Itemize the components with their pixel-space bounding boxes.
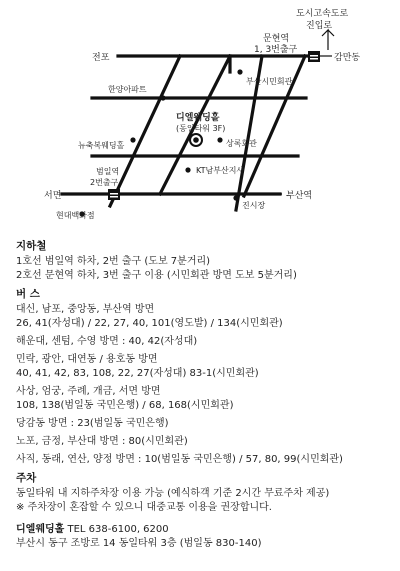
directions-info [16, 235, 388, 551]
label-munhyeon-2: 1, 3번출구 [254, 45, 298, 55]
bus-line: 40, 41, 42, 83, 108, 22, 27(자성대) 83-1(시민회관) [16, 368, 259, 379]
landmark-newchukbok-dot [130, 137, 135, 142]
venue-address: 부산시 동구 조방로 14 동일타워 3층 (범일동 830-140) [16, 538, 262, 549]
label-beomil-1: 범일역 [96, 167, 120, 176]
subway-line-2: 2호선 문현역 하차, 3번 출구 이용 (시민회관 방면 도보 5분거리) [16, 270, 297, 281]
bus-line: 당감동 방면 : 23(범일동 국민은행) [16, 418, 169, 429]
bus-section [16, 287, 388, 467]
label-gammandong: 감만동 [334, 53, 361, 63]
bus-line: 사상, 엄궁, 주례, 개금, 서면 방면 [16, 386, 161, 397]
label-newchukbok: 뉴축복웨딩홀 [78, 141, 125, 150]
location-map [0, 0, 400, 230]
bus-line: 노포, 금정, 부산대 방면 : 80(시민회관) [16, 436, 188, 447]
bus-line: 해운대, 센텀, 수영 방면 : 40, 42(자성대) [16, 336, 198, 347]
bus-line: 민락, 광안, 대연동 / 용호동 방면 [16, 354, 158, 365]
bus-line: 108, 138(범일동 국민은행) / 68, 168(시민회관) [16, 400, 234, 411]
parking-line-1: 동일타워 내 지하주차장 이용 가능 (예식하객 기준 2시간 무료주차 제공) [16, 488, 330, 499]
highway-arrow [322, 30, 334, 50]
venue-tel: TEL 638-6100, 6200 [67, 524, 169, 535]
label-munhyeon-1: 문현역 [263, 34, 290, 44]
landmark-kt-dot [185, 167, 190, 172]
venue-name: 디엘웨딩홀 [16, 524, 65, 535]
landmark-sanggrok-dot [217, 137, 222, 142]
parking-line-2: ※ 주차장이 혼잡할 수 있으니 대중교통 이용을 권장합니다. [16, 502, 272, 513]
landmark-busancivic-dot [237, 69, 242, 74]
bus-line: 사직, 동래, 연산, 양정 방면 : 10(범일동 국민은행) / 57, 80, 99(시민회관) [16, 454, 343, 465]
subway-title: 지하철 [16, 240, 47, 252]
parking-title: 주차 [16, 472, 37, 484]
label-venue: 디엘웨딩홀 [176, 113, 220, 123]
bus-line: 26, 41(자성대) / 22, 27, 40, 101(영도발) / 134(시민회관) [16, 318, 283, 329]
label-venue-sub: (동일타워 3F) [176, 124, 226, 133]
label-sanggrok: 상록회관 [226, 139, 257, 148]
parking-section [16, 471, 388, 515]
label-hanyang: 한양아파트 [108, 85, 147, 94]
label-busancivic: 부산시민회관 [246, 77, 293, 86]
road-diag-1 [110, 56, 180, 206]
label-jinsijang: 진시장 [242, 201, 266, 210]
bus-title: 버 스 [16, 288, 40, 300]
landmark-hanyang-dot [160, 95, 165, 100]
subway-line-1: 1호선 범일역 하차, 2번 출구 (도보 7분거리) [16, 256, 211, 267]
label-busanstation: 부산역 [286, 191, 313, 201]
subway-section [16, 239, 388, 283]
label-kt: KT남부산지사 [196, 166, 245, 175]
bus-line: 대신, 남포, 중앙동, 부산역 방면 [16, 304, 155, 315]
contact-section [16, 523, 388, 551]
label-hyundai: 현대백화점 [56, 211, 95, 220]
label-beomil-2: 2번출구 [90, 178, 119, 187]
label-seomyeon: 서면 [44, 191, 62, 201]
label-jeonpo: 전포 [92, 53, 110, 63]
highway-label-1: 도시고속도로 [296, 9, 349, 19]
landmark-jinsijang-dot [233, 195, 238, 200]
subway-icon-beomil [108, 189, 120, 200]
venue-marker [190, 134, 202, 146]
highway-label-2: 진입로 [306, 21, 333, 31]
